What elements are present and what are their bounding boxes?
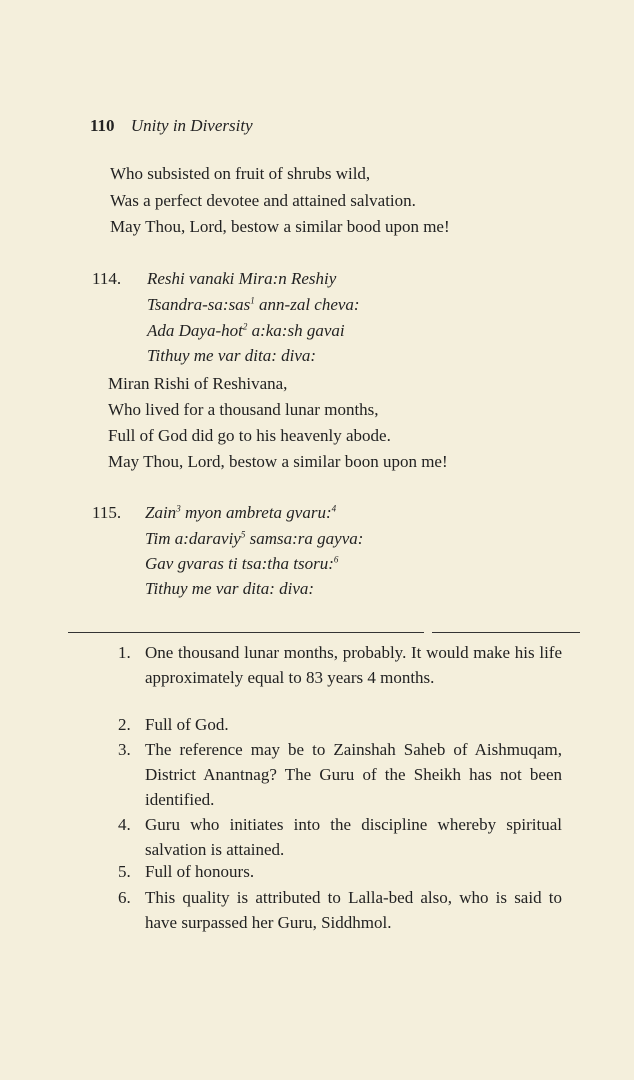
footnote-3: 3. The reference may be to Zainshah Saheb of Aishmuqam, District Anantnag? The Guru of the Sheikh has not been identified. [118,740,562,809]
verse-114-english-line-1: Miran Rishi of Reshivana, [108,374,288,393]
verse-113-line-2: Was a perfect devotee and attained salvation. [110,191,416,210]
verse-113-line-3: May Thou, Lord, bestow a similar bood upon me! [110,217,450,236]
footnote-5: 5. Full of honours. [118,862,255,881]
running-title: Unity in Diversity [130,116,253,135]
verse-115-line-2: Tim a:daraviy$^5$ samsa:ra gayva: [145,529,364,548]
verse-114-english-line-4: May Thou, Lord, bestow a similar boon upon me! [108,452,448,471]
verse-115-number: 115. [92,503,122,522]
footnote-2: 2. Full of God. [118,715,229,734]
footnote-rule-left [68,632,424,633]
footnote-rule-right [432,632,580,633]
page-number: 110 [90,116,115,135]
verse-115-line-1: Zain$^3$ myon ambreta gvaru:$^4$ [145,503,337,522]
verse-114-english-line-3: Full of God did go to his heavenly abode. [108,426,391,445]
verse-114-kashmiri-line-2: Tsandra-sa:sas$^1$ ann-zal cheva: [147,295,360,314]
verse-114-english-line-2: Who lived for a thousand lunar months, [108,400,379,419]
verse-115-line-4: Tithuy me var dita: diva: [145,579,315,598]
footnote-4: 4. Guru who initiates into the discipline whereby spiritual salvation is attained. [118,815,562,859]
verse-114-number: 114. [92,269,122,288]
footnote-1: 1. One thousand lunar months, probably. It would make his life approximately equal to 83 years 4 months. [118,643,562,687]
verse-114-kashmiri-line-3: Ada Daya-hot$^2$ a:ka:sh gavai [147,321,345,340]
verse-115-line-3: Gav gvaras ti tsa:tha tsoru:$^6$ [145,554,339,573]
verse-114-kashmiri-line-1: Reshi vanaki Mira:n Reshiy [147,269,337,288]
running-header [90,116,253,136]
verse-113-line-1: Who subsisted on fruit of shrubs wild, [110,164,371,183]
footnote-6: 6. This quality is attributed to Lalla-bed also, who is said to have surpassed her Guru, Siddhmol. [118,888,562,932]
verse-114-kashmiri-line-4: Tithuy me var dita: diva: [147,346,317,365]
